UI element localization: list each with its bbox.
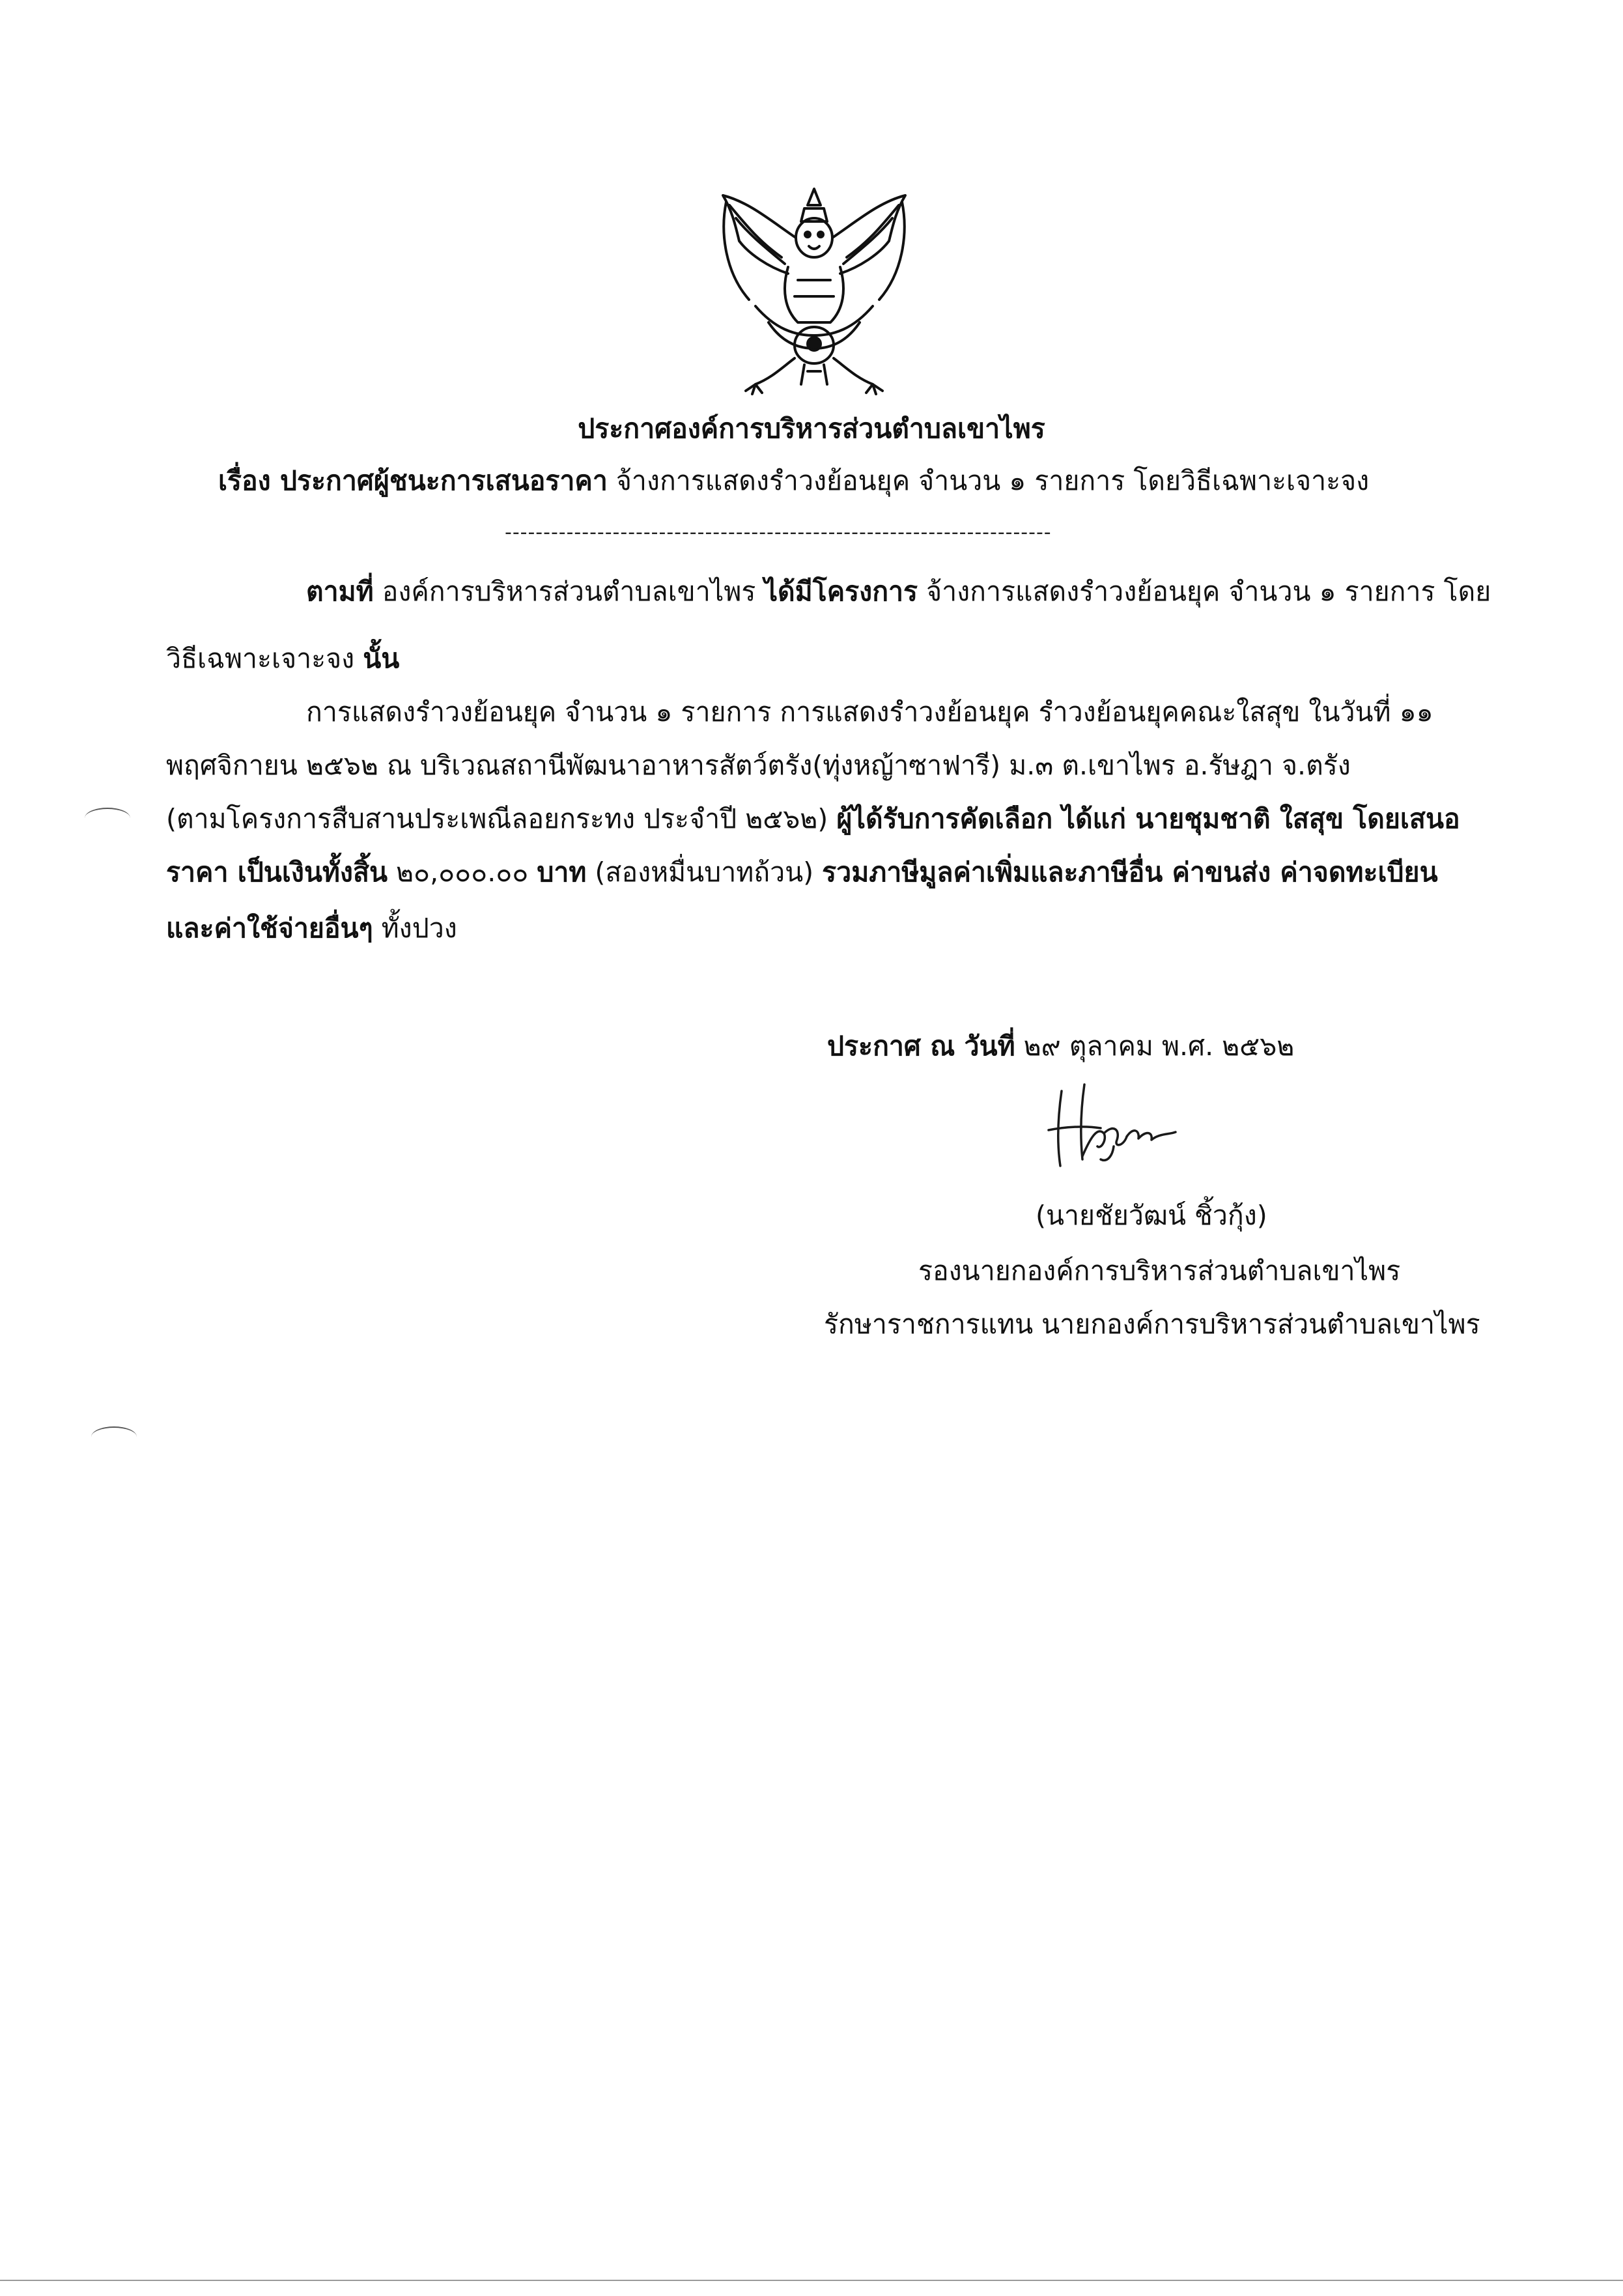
paragraph-1-line-1 [306,572,1491,611]
subject-label: เรื่อง ประกาศผู้ชนะการเสนอราคา [218,465,608,496]
p1-word-1: ตามที่ [306,576,374,607]
p2-line4-bold-1: ราคา เป็นเงินทั้งสิ้น [166,857,388,888]
punch-hole-mark [91,1426,137,1447]
p2-line4-bold-2: บาท [537,857,587,888]
p1-line2-bold: นั้น [363,643,400,674]
paragraph-1-line-2 [166,639,399,678]
garuda-emblem-icon [710,176,918,404]
paragraph-2-line-2: พฤศจิกายน ๒๕๖๒ ณ บริเวณสถานีพัฒนาอาหารสัตว์ตรัง(ทุ่งหญ้าซาฟารี) ม.๓ ต.เขาไพร อ.รัษฎา จ.ตรัง [166,750,1351,781]
p2-line3-text: (ตามโครงการสืบสานประเพณีลอยกระทง ประจำปี ๒๕๖๒) [166,803,837,834]
p2-line4-bold-3: รวมภาษีมูลค่าเพิ่มและภาษีอื่น ค่าขนส่ง ค่าจดทะเบียน [822,857,1438,888]
handwritten-signature-icon [1036,1075,1198,1179]
date-value: ๒๙ ตุลาคม พ.ศ. ๒๕๖๒ [1015,1030,1295,1062]
p1-word-4: จ้างการแสดงรำวงย้อนยุค จำนวน ๑ รายการ โดย [918,576,1491,607]
announcement-subject [218,461,1369,500]
paragraph-2-line-5 [166,909,457,948]
p2-line4-amount-words: (สองหมื่นบาทถ้วน) [586,857,823,888]
punch-hole-mark [85,808,130,829]
signer-position-1: รองนายกองค์การบริหารส่วนตำบลเขาไพร [918,1255,1401,1286]
p2-line4-amount: ๒๐,๐๐๐.๐๐ [388,857,537,888]
signer-name: (นายชัยวัฒน์ ชิ้วกุ้ง) [1036,1200,1267,1231]
paragraph-2-line-3 [166,799,1460,838]
p2-line3-bold: ผู้ได้รับการคัดเลือก ได้แก่ นายชุมชาติ ใสสุข โดยเสนอ [836,803,1460,834]
announcement-date [827,1027,1294,1066]
signer-position-2: รักษาราชการแทน นายกองค์การบริหารส่วนตำบลเขาไพร [824,1309,1480,1340]
p1-word-3: ได้มีโครงการ [764,576,918,607]
paragraph-2-line-1: การแสดงรำวงย้อนยุค จำนวน ๑ รายการ การแสดงรำวงย้อนยุค รำวงย้อนยุคคณะใสสุข ในวันที่ ๑๑ [306,696,1433,728]
title-divider: ----------------------------------------------------------------------- [505,521,1052,544]
p1-line2-text: วิธีเฉพาะเจาะจง [166,643,363,674]
p1-word-2: องค์การบริหารส่วนตำบลเขาไพร [373,576,765,607]
p2-line5-bold: และค่าใช้จ่ายอื่นๆ [166,913,373,944]
scan-edge-line [0,2280,1623,2281]
announcement-title: ประกาศองค์การบริหารส่วนตำบลเขาไพร [578,413,1045,444]
p2-line5-text: ทั้งปวง [373,913,457,944]
paragraph-2-line-4 [166,853,1438,892]
subject-text: จ้างการแสดงรำวงย้อนยุค จำนวน ๑ รายการ โดยวิธีเฉพาะเจาะจง [607,465,1370,496]
date-label: ประกาศ ณ วันที่ [827,1030,1015,1062]
